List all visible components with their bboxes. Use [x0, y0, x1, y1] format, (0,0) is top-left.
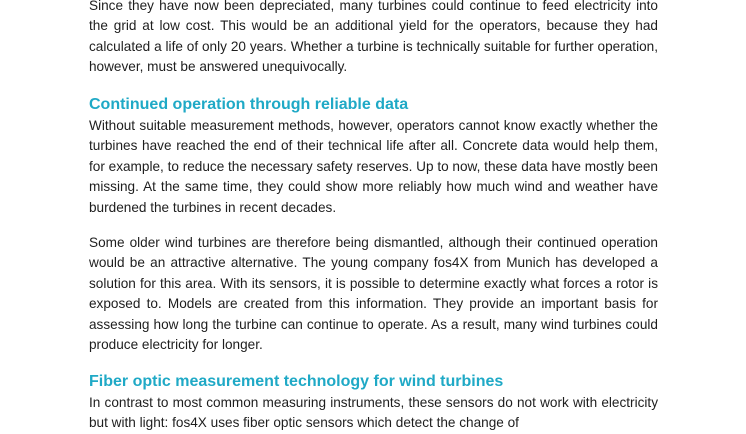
section-1-paragraph-2: Some older wind turbines are therefore being dismantled, although their continued operation would be an attractive alternative. The young company fos4X from Munich has developed a solution for this area. With its sensors, it is possible to determine exactly what forces a rotor is exposed to. Models are created from this information. They provide an important basis for assessing how long the turbine can continue to operate. As a result, many wind turbines could produce electricity for longer. — [89, 235, 658, 353]
section-heading-continued-operation: Continued operation through reliable data — [89, 96, 409, 113]
section-heading-fiber-optic: Fiber optic measurement technology for wind turbines — [89, 373, 504, 390]
intro-paragraph: Since they have now been depreciated, many turbines could continue to feed electricity into the grid at low cost. This would be an additional yield for the operators, because they had calculated a life of only 20 years. Whether a turbine is technically suitable for further operation, however, must be answered unequivocally. — [89, 0, 658, 75]
section-1-paragraph-1: Without suitable measurement methods, however, operators cannot know exactly whether the turbines have reached the end of their technical life after all. Concrete data would help them, for example, to reduce the necessary safety reserves. Up to now, these data have mostly been missing. At the same time, they could show more reliably how much wind and weather have burdened the turbines in recent decades. — [89, 118, 658, 215]
section-2-paragraph: In contrast to most common measuring instruments, these sensors do not work with electricity but with light: fos4X uses fiber optic sensors which detect the change of — [89, 395, 658, 431]
